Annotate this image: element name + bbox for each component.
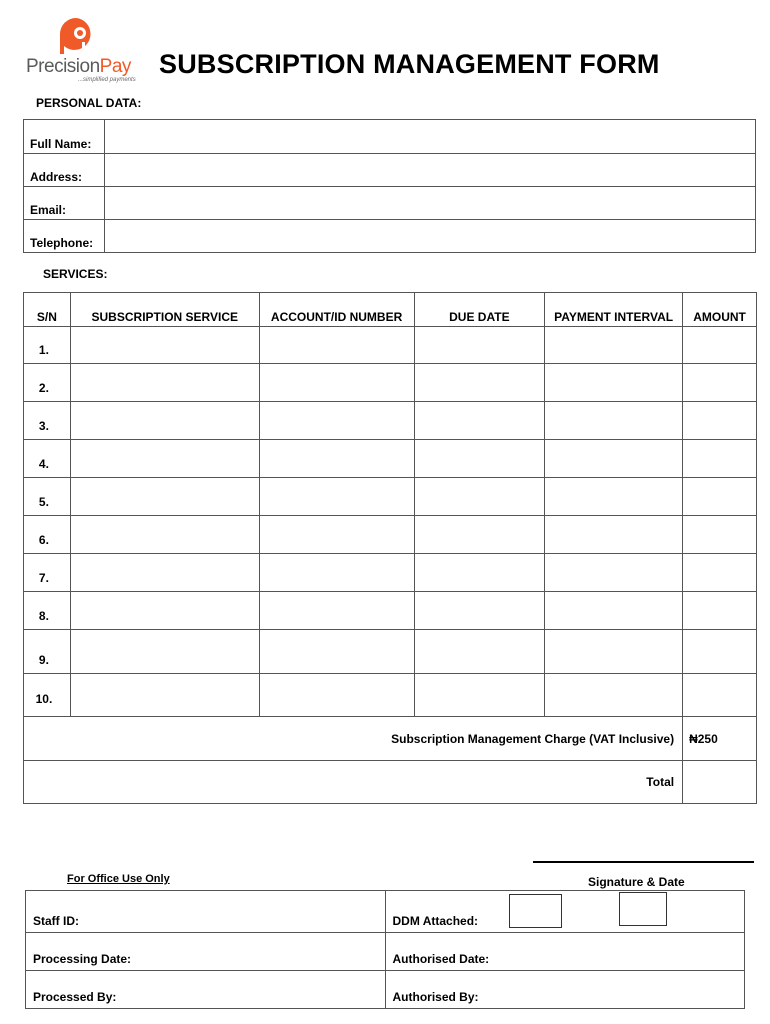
table-row <box>24 516 757 554</box>
due-date-cell[interactable] <box>414 554 545 592</box>
row-number: 7. <box>24 554 71 592</box>
row-number: 1. <box>24 327 71 364</box>
due-date-cell[interactable] <box>414 674 545 717</box>
payment-interval-cell[interactable] <box>545 630 683 674</box>
subscription-service-cell[interactable] <box>70 327 259 364</box>
row-number: 2. <box>24 364 71 402</box>
account-id-cell[interactable] <box>259 402 414 440</box>
amount-cell[interactable] <box>683 440 757 478</box>
subscription-service-cell[interactable] <box>70 478 259 516</box>
email-label: Email: <box>24 187 105 220</box>
form-title: SUBSCRIPTION MANAGEMENT FORM <box>159 49 660 79</box>
charge-amount: ₦250 <box>683 717 757 761</box>
telephone-field[interactable] <box>105 220 756 253</box>
address-label: Address: <box>24 154 105 187</box>
personal-data-table <box>23 119 756 253</box>
precisionpay-logo-mark-icon <box>58 16 94 56</box>
due-date-cell[interactable] <box>414 478 545 516</box>
office-use-heading: For Office Use Only <box>67 873 170 885</box>
account-id-cell[interactable] <box>259 674 414 717</box>
subscription-service-cell[interactable] <box>70 630 259 674</box>
account-id-cell[interactable] <box>259 554 414 592</box>
table-row <box>24 402 757 440</box>
due-date-cell[interactable] <box>414 630 545 674</box>
row-number: 5. <box>24 478 71 516</box>
amount-cell[interactable] <box>683 630 757 674</box>
subscription-service-cell[interactable] <box>70 402 259 440</box>
charge-label: Subscription Management Charge (VAT Inclusive) <box>24 717 683 761</box>
logo-tagline: ...simplified payments <box>78 77 136 83</box>
payment-interval-cell[interactable] <box>545 440 683 478</box>
logo-wordmark: PrecisionPay <box>26 56 131 77</box>
account-id-cell[interactable] <box>259 592 414 630</box>
due-date-cell[interactable] <box>414 592 545 630</box>
full-name-field[interactable] <box>105 120 756 154</box>
account-id-cell[interactable] <box>259 440 414 478</box>
signature-line[interactable] <box>533 861 754 863</box>
table-row <box>24 478 757 516</box>
due-date-cell[interactable] <box>414 402 545 440</box>
staff-id-field[interactable]: Staff ID: <box>26 891 386 933</box>
subscription-service-cell[interactable] <box>70 516 259 554</box>
ddm-attached-field[interactable]: DDM Attached: <box>385 891 745 933</box>
amount-cell[interactable] <box>683 516 757 554</box>
row-number: 6. <box>24 516 71 554</box>
table-row <box>24 592 757 630</box>
column-header-payment-interval: PAYMENT INTERVAL <box>545 293 683 327</box>
due-date-cell[interactable] <box>414 364 545 402</box>
amount-cell[interactable] <box>683 554 757 592</box>
processed-by-field[interactable]: Processed By: <box>26 971 386 1009</box>
payment-interval-cell[interactable] <box>545 478 683 516</box>
amount-cell[interactable] <box>683 402 757 440</box>
authorised-by-field[interactable]: Authorised By: <box>385 971 745 1009</box>
subscription-service-cell[interactable] <box>70 364 259 402</box>
row-number: 3. <box>24 402 71 440</box>
row-number: 10. <box>24 674 71 717</box>
payment-interval-cell[interactable] <box>545 364 683 402</box>
amount-cell[interactable] <box>683 592 757 630</box>
email-field[interactable] <box>105 187 756 220</box>
payment-interval-cell[interactable] <box>545 554 683 592</box>
subscription-service-cell[interactable] <box>70 440 259 478</box>
ddm-checkbox-2[interactable] <box>619 892 667 926</box>
row-number: 9. <box>24 630 71 674</box>
payment-interval-cell[interactable] <box>545 516 683 554</box>
table-row <box>24 327 757 364</box>
table-row <box>24 630 757 674</box>
subscription-service-cell[interactable] <box>70 554 259 592</box>
table-row <box>24 364 757 402</box>
due-date-cell[interactable] <box>414 516 545 554</box>
signature-date-label: Signature & Date <box>588 875 685 889</box>
payment-interval-cell[interactable] <box>545 327 683 364</box>
due-date-cell[interactable] <box>414 327 545 364</box>
personal-data-heading: PERSONAL DATA: <box>36 96 142 110</box>
account-id-cell[interactable] <box>259 516 414 554</box>
amount-cell[interactable] <box>683 478 757 516</box>
row-number: 8. <box>24 592 71 630</box>
account-id-cell[interactable] <box>259 478 414 516</box>
table-row <box>24 674 757 717</box>
account-id-cell[interactable] <box>259 630 414 674</box>
payment-interval-cell[interactable] <box>545 402 683 440</box>
authorised-date-field[interactable]: Authorised Date: <box>385 933 745 971</box>
subscription-service-cell[interactable] <box>70 592 259 630</box>
address-field[interactable] <box>105 154 756 187</box>
ddm-checkbox-1[interactable] <box>509 894 562 928</box>
processing-date-field[interactable]: Processing Date: <box>26 933 386 971</box>
table-row <box>24 440 757 478</box>
payment-interval-cell[interactable] <box>545 674 683 717</box>
subscription-service-cell[interactable] <box>70 674 259 717</box>
services-table <box>23 292 757 804</box>
account-id-cell[interactable] <box>259 364 414 402</box>
account-id-cell[interactable] <box>259 327 414 364</box>
total-row <box>24 761 757 804</box>
column-header-amount: AMOUNT <box>683 293 757 327</box>
total-amount-field[interactable] <box>683 761 757 804</box>
total-label: Total <box>24 761 683 804</box>
payment-interval-cell[interactable] <box>545 592 683 630</box>
amount-cell[interactable] <box>683 674 757 717</box>
column-header-due-date: DUE DATE <box>414 293 545 327</box>
table-row <box>24 554 757 592</box>
column-header-subscription-service: SUBSCRIPTION SERVICE <box>70 293 259 327</box>
row-number: 4. <box>24 440 71 478</box>
amount-cell[interactable] <box>683 364 757 402</box>
charge-row <box>24 717 757 761</box>
telephone-label: Telephone: <box>24 220 105 253</box>
full-name-label: Full Name: <box>24 120 105 154</box>
due-date-cell[interactable] <box>414 440 545 478</box>
precisionpay-logo <box>26 16 136 86</box>
services-heading: SERVICES: <box>43 267 108 281</box>
column-header-sn: S/N <box>24 293 71 327</box>
amount-cell[interactable] <box>683 327 757 364</box>
column-header-account-id-number: ACCOUNT/ID NUMBER <box>259 293 414 327</box>
